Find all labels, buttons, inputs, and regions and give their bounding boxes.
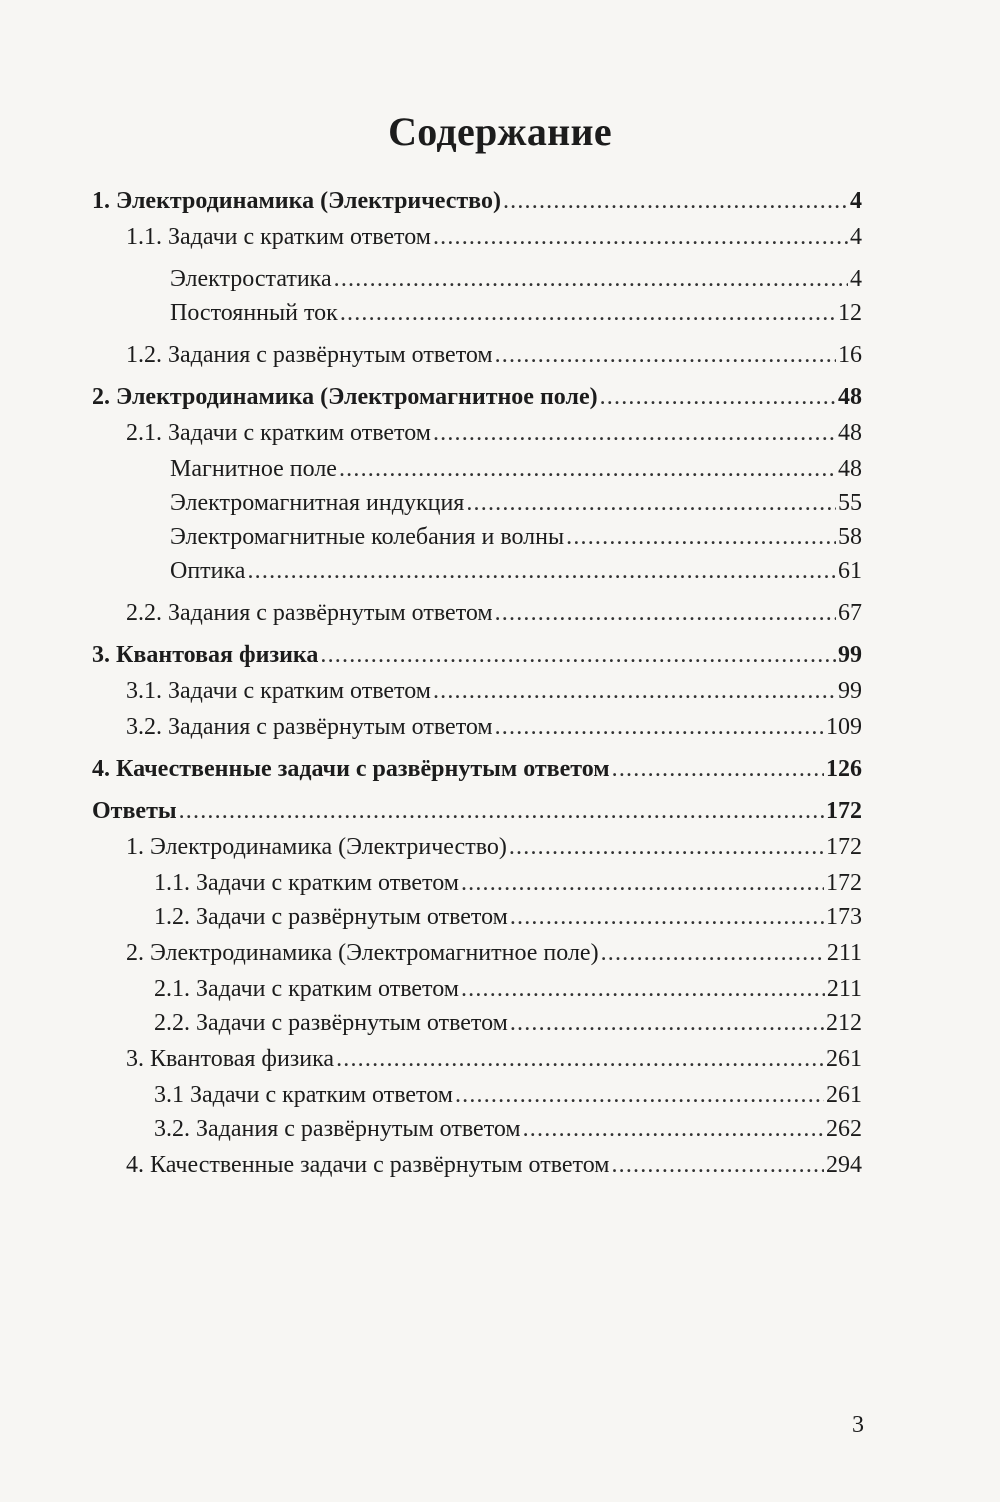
toc-entry-page: 173 bbox=[826, 904, 862, 930]
toc-entry-section-2-1[interactable] bbox=[92, 420, 862, 454]
dot-leader bbox=[247, 558, 836, 585]
toc-entry-page: 109 bbox=[826, 714, 862, 740]
dot-leader bbox=[503, 188, 848, 215]
toc-entry-answers-1-2[interactable] bbox=[92, 904, 862, 938]
dot-leader bbox=[523, 1116, 824, 1143]
toc-entry-optics[interactable] bbox=[92, 558, 862, 592]
dot-leader bbox=[339, 456, 836, 483]
toc-entry-label: 2.1. Задачи с кратким ответом bbox=[154, 976, 459, 1002]
toc-entry-page: 16 bbox=[838, 342, 862, 368]
dot-leader bbox=[495, 600, 836, 627]
toc-entry-page: 211 bbox=[826, 976, 862, 1002]
table-of-contents bbox=[92, 188, 862, 1186]
dot-leader bbox=[611, 1152, 824, 1179]
toc-entry-label: 3. Квантовая физика bbox=[126, 1046, 335, 1072]
toc-entry-answers-2[interactable] bbox=[92, 940, 862, 974]
toc-entry-label: 3.1. Задачи с кратким ответом bbox=[126, 678, 431, 704]
toc-entry-page: 55 bbox=[838, 490, 862, 516]
toc-entry-label: Магнитное поле bbox=[170, 456, 337, 482]
toc-entry-label: Постоянный ток bbox=[170, 300, 338, 326]
toc-entry-label: 3. Квантовая физика bbox=[92, 642, 319, 668]
toc-entry-page: 4 bbox=[850, 188, 862, 214]
dot-leader bbox=[510, 1010, 824, 1037]
toc-entry-label: 1. Электродинамика (Электричество) bbox=[92, 188, 501, 214]
page-title: Содержание bbox=[388, 109, 612, 154]
toc-entry-page: 12 bbox=[838, 300, 862, 326]
toc-entry-page: 261 bbox=[826, 1082, 862, 1108]
toc-entry-page: 58 bbox=[838, 524, 862, 550]
toc-entry-label: 2.2. Задания с развёрнутым ответом bbox=[126, 600, 493, 626]
toc-entry-label: 3.2. Задания с развёрнутым ответом bbox=[154, 1116, 521, 1142]
toc-entry-label: 3.2. Задания с развёрнутым ответом bbox=[126, 714, 493, 740]
toc-entry-page: 67 bbox=[838, 600, 862, 626]
toc-entry-page: 294 bbox=[826, 1152, 862, 1178]
dot-leader bbox=[612, 756, 824, 783]
toc-entry-label: Ответы bbox=[92, 798, 177, 824]
dot-leader bbox=[433, 224, 848, 251]
toc-entry-page: 99 bbox=[838, 678, 862, 704]
toc-entry-label: 2.2. Задачи с развёрнутым ответом bbox=[154, 1010, 508, 1036]
toc-entry-page: 48 bbox=[838, 384, 862, 410]
dot-leader bbox=[320, 642, 836, 669]
dot-leader bbox=[433, 420, 836, 447]
toc-entry-section-1-2[interactable] bbox=[92, 342, 862, 376]
toc-entry-section-1-1[interactable] bbox=[92, 224, 862, 258]
toc-entry-label: 1.1. Задачи с кратким ответом bbox=[126, 224, 431, 250]
dot-leader bbox=[600, 384, 836, 411]
toc-entry-page: 4 bbox=[850, 224, 862, 250]
toc-entry-page: 48 bbox=[838, 456, 862, 482]
dot-leader bbox=[495, 714, 824, 741]
dot-leader bbox=[466, 490, 836, 517]
toc-entry-answers-2-2[interactable] bbox=[92, 1010, 862, 1044]
toc-entry-section-3-1[interactable] bbox=[92, 678, 862, 712]
toc-entry-electrostatics[interactable] bbox=[92, 266, 862, 300]
toc-entry-section-3-2[interactable] bbox=[92, 714, 862, 748]
toc-entry-answers-2-1[interactable] bbox=[92, 976, 862, 1010]
toc-entry-page: 172 bbox=[826, 798, 862, 824]
dot-leader bbox=[461, 976, 825, 1003]
toc-entry-answers-3-2[interactable] bbox=[92, 1116, 862, 1150]
toc-entry-chapter-2[interactable] bbox=[92, 384, 862, 418]
dot-leader bbox=[336, 1046, 824, 1073]
dot-leader bbox=[461, 870, 824, 897]
dot-leader bbox=[334, 266, 848, 293]
toc-entry-em-induction[interactable] bbox=[92, 490, 862, 524]
toc-entry-label: Электромагнитные колебания и волны bbox=[170, 524, 565, 550]
toc-entry-answers-1-1[interactable] bbox=[92, 870, 862, 904]
toc-entry-label: 3.1 Задачи с кратким ответом bbox=[154, 1082, 453, 1108]
toc-entry-page: 4 bbox=[850, 266, 862, 292]
toc-entry-label: 2. Электродинамика (Электромагнитное поле) bbox=[92, 384, 598, 410]
toc-entry-label: Оптика bbox=[170, 558, 246, 584]
toc-entry-label: 4. Качественные задачи с развёрнутым ответом bbox=[92, 756, 610, 782]
toc-entry-label: Электростатика bbox=[170, 266, 332, 292]
toc-entry-page: 61 bbox=[838, 558, 862, 584]
toc-entry-page: 48 bbox=[838, 420, 862, 446]
toc-entry-label: 1.2. Задания с развёрнутым ответом bbox=[126, 342, 493, 368]
toc-entry-label: 1.1. Задачи с кратким ответом bbox=[154, 870, 459, 896]
toc-entry-page: 172 bbox=[826, 834, 862, 860]
dot-leader bbox=[179, 798, 824, 825]
toc-entry-section-2-2[interactable] bbox=[92, 600, 862, 634]
toc-entry-page: 262 bbox=[826, 1116, 862, 1142]
toc-entry-page: 126 bbox=[826, 756, 862, 782]
dot-leader bbox=[495, 342, 836, 369]
toc-entry-answers-4[interactable] bbox=[92, 1152, 862, 1186]
toc-entry-page: 99 bbox=[838, 642, 862, 668]
toc-entry-answers-3-1[interactable] bbox=[92, 1082, 862, 1116]
toc-entry-label: 2. Электродинамика (Электромагнитное поле) bbox=[126, 940, 599, 966]
page-number: 3 bbox=[852, 1412, 864, 1438]
toc-entry-em-oscillations[interactable] bbox=[92, 524, 862, 558]
toc-entry-magnetic-field[interactable] bbox=[92, 456, 862, 490]
toc-entry-label: 1. Электродинамика (Электричество) bbox=[126, 834, 507, 860]
toc-entry-label: 1.2. Задачи с развёрнутым ответом bbox=[154, 904, 508, 930]
toc-entry-answers-1[interactable] bbox=[92, 834, 862, 868]
toc-entry-chapter-3[interactable] bbox=[92, 642, 862, 676]
dot-leader bbox=[340, 300, 836, 327]
dot-leader bbox=[455, 1082, 824, 1109]
toc-entry-page: 212 bbox=[826, 1010, 862, 1036]
toc-entry-label: Электромагнитная индукция bbox=[170, 490, 465, 516]
toc-entry-chapter-1[interactable] bbox=[92, 188, 862, 222]
toc-entry-page: 261 bbox=[826, 1046, 862, 1072]
dot-leader bbox=[433, 678, 836, 705]
toc-entry-label: 2.1. Задачи с кратким ответом bbox=[126, 420, 431, 446]
toc-entry-label: 4. Качественные задачи с развёрнутым ответом bbox=[126, 1152, 610, 1178]
toc-entry-page: 172 bbox=[826, 870, 862, 896]
dot-leader bbox=[601, 940, 825, 967]
toc-entry-chapter-4[interactable] bbox=[92, 756, 862, 790]
toc-entry-page: 211 bbox=[826, 940, 862, 966]
toc-entry-answers-3[interactable] bbox=[92, 1046, 862, 1080]
toc-entry-answers[interactable] bbox=[92, 798, 862, 832]
dot-leader bbox=[509, 834, 824, 861]
toc-entry-direct-current[interactable] bbox=[92, 300, 862, 334]
dot-leader bbox=[566, 524, 836, 551]
dot-leader bbox=[510, 904, 824, 931]
